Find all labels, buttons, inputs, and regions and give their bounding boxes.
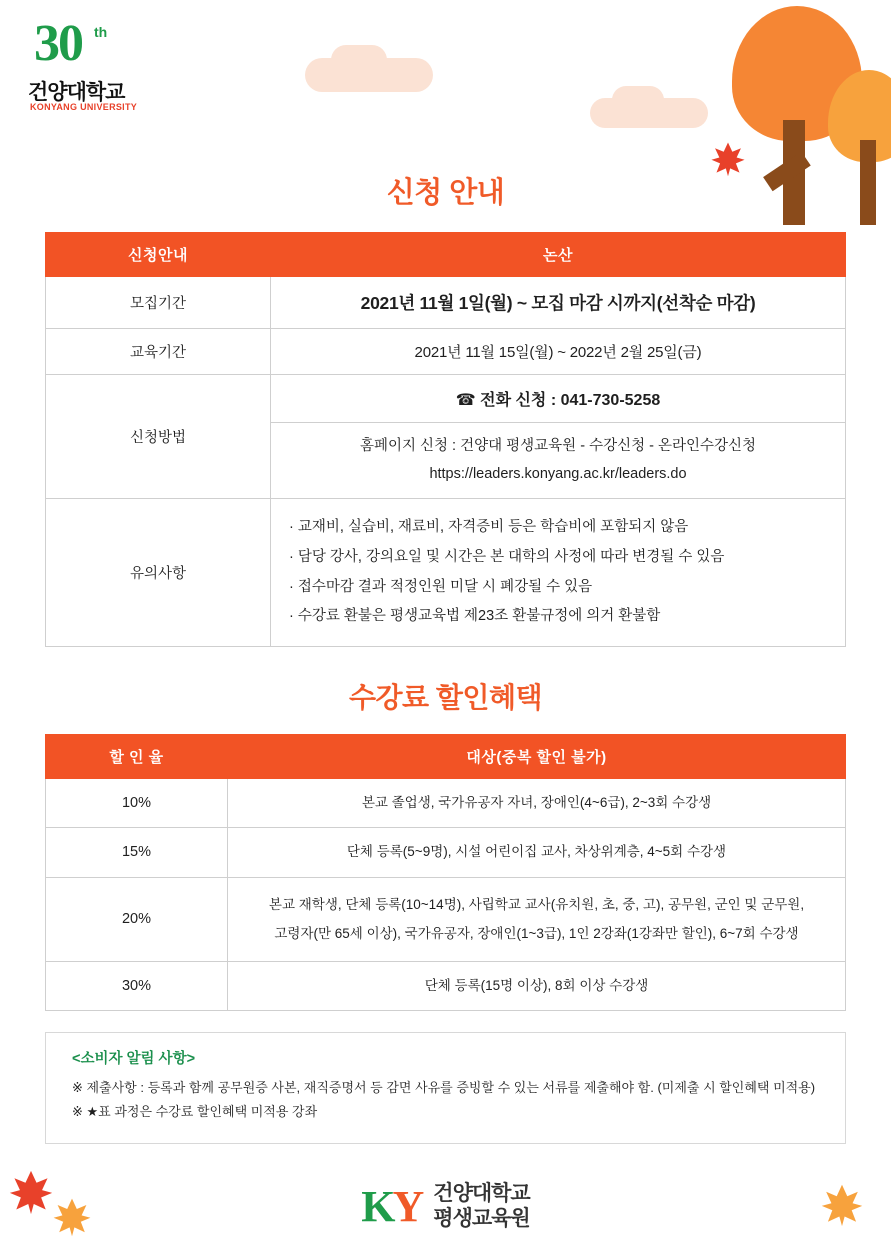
consumer-notice-box [45, 1032, 846, 1144]
footer-line-2: 평생교육원 [433, 1206, 530, 1230]
value-education-period: 2021년 11월 15일(월) ~ 2022년 2월 25일(금) [271, 329, 846, 375]
tuition-discount-table [45, 734, 846, 1011]
notice-item: · 교재비, 실습비, 재료비, 자격증비 등은 학습비에 포함되지 않음 [289, 519, 689, 536]
header-application-guide: 신청안내 [46, 233, 271, 277]
table-row [46, 375, 846, 423]
table-row [46, 962, 846, 1011]
notice-item: · 담당 강사, 강의요일 및 시간은 본 대학의 사정에 따라 변경될 수 있음 [289, 548, 725, 565]
consumer-notice-line: ※ 제출사항 : 등록과 함께 공무원증 사본, 재직증명서 등 감면 사유를 증빙할 수 있는 서류를 제출해야 함. (미제출 시 할인혜택 미적용) [72, 1080, 816, 1095]
footer-mark [361, 1181, 422, 1231]
footer-mark-y: Y [392, 1181, 422, 1231]
label-education-period: 교육기간 [46, 329, 271, 375]
university-logo [22, 16, 142, 120]
notice-item: · 수강료 환불은 평생교육법 제23조 환불규정에 의거 환불함 [289, 608, 661, 625]
consumer-notice-line: ※ ★표 과정은 수강료 할인혜택 미적용 강좌 [72, 1104, 318, 1120]
cloud-shape-left [305, 58, 433, 92]
table-row [46, 779, 846, 828]
table-row [46, 329, 846, 375]
discount-target-10: 본교 졸업생, 국가유공자 자녀, 장애인(4~6급), 2~3회 수강생 [228, 779, 846, 828]
value-homepage-application [271, 423, 846, 499]
table-header-row [46, 735, 846, 779]
table-row [46, 828, 846, 877]
label-notice: 유의사항 [46, 499, 271, 647]
footer-text [433, 1182, 529, 1232]
table-row [46, 499, 846, 647]
logo-name-korean: 건양대학교 [28, 81, 125, 104]
page-title-application-guide: 신청 안내 [386, 177, 505, 209]
homepage-path-text: 홈페이지 신청 : 건양대 평생교육원 - 수강신청 - 온라인수강신청 [359, 438, 757, 454]
value-recruit-period: 2021년 11월 1일(월) ~ 모집 마감 시까지(선착순 마감) [271, 277, 846, 329]
label-application-method: 신청방법 [46, 375, 271, 499]
logo-anniversary-suffix: th [94, 24, 108, 40]
header-discount-rate: 할 인 율 [46, 735, 228, 779]
header-discount-target: 대상(중복 할인 불가) [228, 735, 846, 779]
notice-item: · 접수마감 결과 적정인원 미달 시 폐강될 수 있음 [289, 578, 593, 595]
discount-rate-20: 20% [46, 877, 228, 961]
logo-anniversary-number: 30 [34, 15, 82, 72]
footer-mark-k: K [361, 1181, 393, 1231]
footer-logo [0, 1182, 891, 1232]
tree-large-crown [732, 6, 862, 141]
homepage-url-link[interactable]: https://leaders.konyang.ac.kr/leaders.do [429, 465, 687, 482]
label-recruit-period: 모집기간 [46, 277, 271, 329]
discount-target-15: 단체 등록(5~9명), 시설 어린이집 교사, 차상위계층, 4~5회 수강생 [228, 828, 846, 877]
table-row [46, 277, 846, 329]
header-nonsan: 논산 [271, 233, 846, 277]
value-notice-list [271, 499, 846, 647]
discount-target-20 [228, 877, 846, 961]
discount-rate-10: 10% [46, 779, 228, 828]
value-phone-application: ☎ 전화 신청 : 041-730-5258 [271, 375, 846, 423]
tree-small-crown [828, 70, 891, 162]
consumer-notice-title: <소비자 알림 사항> [72, 1051, 196, 1067]
page-title-tuition-discount: 수강료 할인혜택 [348, 682, 543, 713]
discount-rate-15: 15% [46, 828, 228, 877]
discount-target-line: 본교 재학생, 단체 등록(10~14명), 사립학교 교사(유치원, 초, 중, 고), 공무원, 군인 및 군무원, [268, 896, 805, 912]
cloud-shape-right [590, 98, 708, 128]
footer-line-1: 건양대학교 [433, 1182, 530, 1205]
discount-rate-30: 30% [46, 962, 228, 1011]
discount-target-line: 고령자(만 65세 이상), 국가유공자, 장애인(1~3급), 1인 2강좌(1강좌만 할인), 6~7회 수강생 [274, 926, 799, 942]
application-guide-table [45, 232, 846, 647]
table-header-row [46, 233, 846, 277]
discount-target-30: 단체 등록(15명 이상), 8회 이상 수강생 [228, 962, 846, 1011]
logo-name-english: KONYANG UNIVERSITY [30, 102, 138, 112]
table-row [46, 877, 846, 961]
